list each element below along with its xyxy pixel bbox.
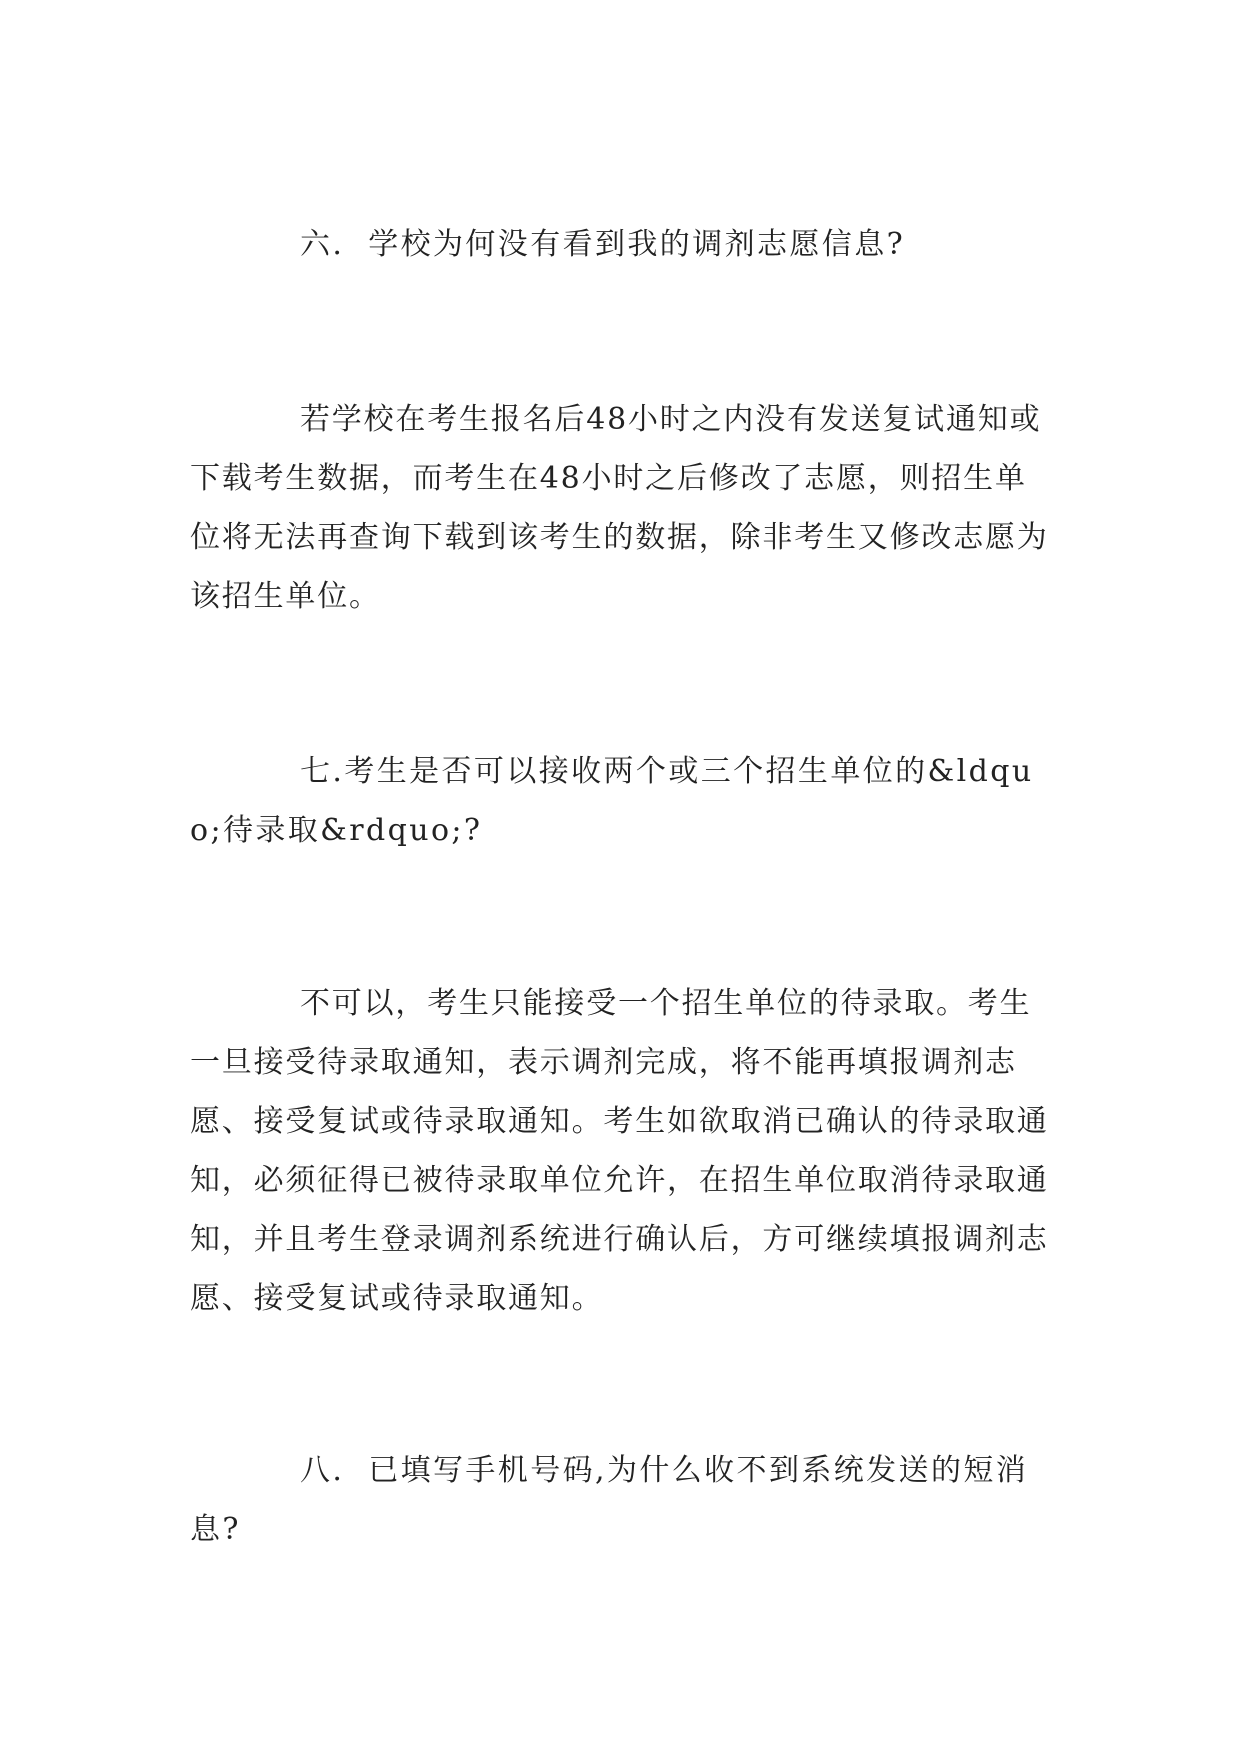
section-paragraph-7: 不可以，考生只能接受一个招生单位的待录取。考生一旦接受待录取通知，表示调剂完成，将不能再填报调剂志愿、接受复试或待录取通知。考生如欲取消已确认的待录取通知，必须征得已被待录取单位允许，在招生单位取消待录取通知，并且考生登录调剂系统进行确认后，方可继续填报调剂志愿、接受复试或待录取通知。 <box>190 986 1049 1316</box>
section-paragraph-6: 若学校在考生报名后48小时之内没有发送复试通知或下载考生数据，而考生在48小时之后修改了志愿，则招生单位将无法再查询下载到该考生的数据，除非考生又修改志愿为该招生单位。 <box>190 402 1049 614</box>
section-heading-7: 七.考生是否可以接收两个或三个招生单位的&ldquo;待录取&rdquo;? <box>190 754 1034 848</box>
section-heading-8: 八. 已填写手机号码,为什么收不到系统发送的短消息? <box>190 1453 1029 1547</box>
section-heading-6: 六. 学校为何没有看到我的调剂志愿信息? <box>300 227 906 262</box>
